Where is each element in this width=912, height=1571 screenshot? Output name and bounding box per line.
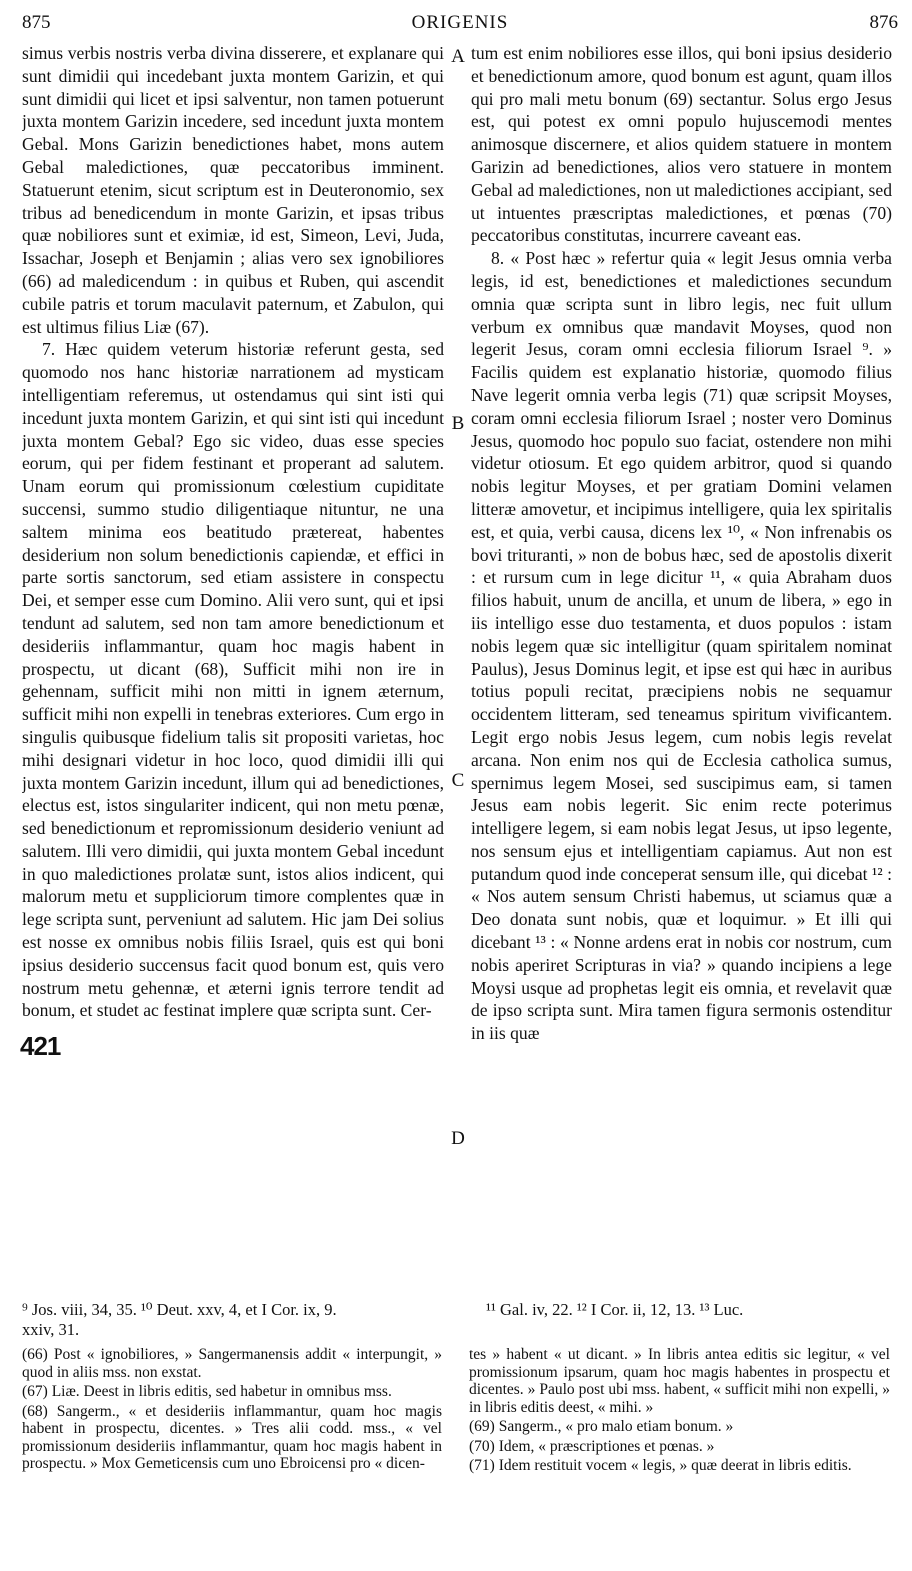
left-column [22,42,444,1313]
scripture-ref-left: ⁹ Jos. viii, 34, 35. ¹⁰ Deut. xxv, 4, et I Cor. ix, 9. [22,1300,337,1319]
note: (69) Sangerm., « pro malo etiam bonum. » [469,1418,734,1435]
paragraph: 8. « Post hæc » refertur quia « legit Jesus omnia verba legis, id est, benedictiones et maledictiones secundum omnia quæ scripta sunt in libro legis, nec fuit ullum verbum ex omnibus quæ mandavit Moyses, quod non legerit Jesus, coram omni ecclesia filiorum Israel ⁹. » Facilis quidem est explanatio historiæ, quomodo filius Nave legerit omnia verba legis (71) quæ scripsit Moyses, coram omni ecclesia filiorum Israel ; noster vero Dominus Jesus, quomodo hoc populo suo faciat, ostendere non mihi videtur otiosum. Et ego quidem arbitror, quod si quando nobis legitur Moyses, et per gratiam Domini velamen litteræ amovetur, et incipimus intelligere, quia lex spiritalis est, et quia, verbi causa, dicens lex ¹⁰, « Non infrenabis os bovi trituranti, » non de bobus hæc, sed de apostolis dixerit : et rursum cum in lege dicitur ¹¹, « quia Abraham duos filios habuit, unum de ancilla, et unum de libera, » ego in iis intelligo esse duo testamenta, et duos populos : istam nobis legem quæ sic intelligitur (quam spiritalem nominat Paulus), Jesus Dominus legit, et ipse est qui hæc in auribus totius populi recitat, præcipiens nobis ne sequamur occidentem litteram, sed teneamus spiritum vivificantem. Legit ergo nobis Jesus legem, cum nobis legis revelat arcana. Non enim nos qui de Ecclesia catholica sumus, spernimus legem Mosei, sed suscipimus eam, si tamen Jesus eam nobis legerit. Sic enim recte poterimus intelligere legem, si eam nobis legat Jesus, ut ipso legente, nos sensum ejus et intelligentiam capiamus. Aut non est putandum quod inde conceperat sensum ille, qui dicebat ¹² : « Nos autem sensum Christi habemus, ut sciamus quæ a Deo donata sunt nobis, quæ et loquimur. » Et illi qui dicebant ¹³ : « Nonne ardens erat in nobis cor nostrum, cum nobis aperiret Scripturas in via? » quando incipiens a lege Moysi usque ad prophetas legit eis omnia, et revelavit quæ de ipso scripta sunt. Mira tamen figura sermonis ostenditur in iis quæ [471,248,892,1044]
margin-letter-d: D [451,1128,465,1149]
page-header [22,12,898,42]
right-page-number: 876 [869,12,898,33]
note: (66) Post « ignobiliores, » Sangermanensis addit « interpungit, » quod in aliis mss. non exstat. [22,1346,442,1381]
note: (71) Idem restituit vocem « legis, » quæ deerat in libris editis. [469,1457,852,1474]
notes-right [469,1346,890,1477]
paragraph: 7. Hæc quidem veterum historiæ referunt gesta, sed quomodo nos hanc historiæ narrationem ad mysticam intelligentiam referemus, ut ostendamus qui sint isti qui incedunt juxta montem Garizin, et qui sint isti qui incedunt juxta montem Gebal? Ego sic video, duas esse species eorum, qui per fidem festinant et properant ad salutem. Unam eorum qui promissionum cœlestium cupiditate succensi, summo studio diligentiaque nituntur, ne una saltem minima eos beatitudo prætereat, habentes desiderium non solum benedictionis capiendæ, et effici in parte sortis sanctorum, sed etiam assistere in conspectu Dei, et semper esse cum Domino. Alii vero sunt, qui et ipsi tendunt ad salutem, sed non tam amore benedictionum et desideriis inflammantur, quam hoc magis habent in prospectu, ut dicant (68), Sufficit mihi non ire in gehennam, sufficit mihi non mitti in ignem æternum, sufficit mihi non expelli in tenebras exteriores. Cum ergo in singulis quibusque fidelium talis sit propositi varietas, hoc mihi designari videtur in hoc loco, quod dimidii illi qui juxta montem Garizin incedunt, illum qui ad benedictiones, electus est, istos singulariter indicent, qui non metu pœnæ, sed benedictionum et repromissionum desiderio veniunt ad salutem. Illi vero dimidii, qui juxta montem Gebal incedunt in quo maledictiones prolatæ sunt, istos alios indicent, qui malorum metu et suppliciorum timore complentes quæ in lege scripta sunt, perveniunt ad salutem. Hic jam Dei solius est nosse ex omnibus nobis filiis Israel, quis est qui boni ipsius desiderio succensus facit quod bonum est, quis vero nostrum metu gehennæ, et æterni ignis terrore tendit ad bonum, et studet ac festinat implere quæ scripta sunt. Cer- [22,339,444,1021]
left-page-number: 875 [22,12,51,33]
notes-left [22,1346,442,1475]
scripture-ref-left-cont: xxiv, 31. [22,1320,80,1339]
margin-letter-c: C [451,770,465,791]
margin-letter-b: B [451,413,465,434]
paragraph: simus verbis nostris verba divina disserere, et explanare qui sunt dimidii qui incedebant juxta montem Garizin, et qui sunt dimidii qui licet et ipsi salventur, non tamen potuerunt juxta montem Garizin incedere, sed incedunt juxta montem Gebal. Mons Garizin benedictiones habet, mons autem Gebal maledictiones, quæ peccatoribus imminent. Statuerunt etenim, sicut scriptum est in Deuteronomio, sex tribus ad benedicendum in monte Garizin, et ipsas tribus quæ nobiliores sunt et eximiæ, id est, Simeon, Levi, Juda, Issachar, Joseph et Benjamin ; alias vero sex ignobiliores (66) ad maledicendum : in quibus et Ruben, qui ascendit cubile patris et torum maculavit paternum, et Zabulon, qui est ultimus filius Liæ (67). [22,43,444,337]
column-number: 421 [20,1031,61,1061]
note: (67) Liæ. Deest in libris editis, sed habetur in omnibus mss. [22,1383,392,1400]
note: (70) Idem, « præscriptiones et pœnas. » [469,1437,715,1455]
note: tes » habent « ut dicant. » In libris antea editis sic legitur, « vel promissionum ipsarum, quam hoc magis habentes in prospectu et dicentes. » Paulo post ubi mss. habent, « sufficit mihi non expelli, » in libris editis deest, « mihi. » [469,1346,890,1416]
running-title: ORIGENIS [411,12,509,33]
scripture-ref-right: ¹¹ Gal. iv, 22. ¹² I Cor. ii, 12, 13. ¹³ Luc. [486,1300,744,1319]
margin-letter-a: A [451,46,465,67]
right-column [471,42,892,1313]
paragraph: tum est enim nobiliores esse illos, qui boni ipsius desiderio et benedictionum amore, quod bonum est agunt, quam illos qui pro mali metu bonum (69) sectantur. Solus ergo Jesus est, qui potest ex omni populo hujuscemodi mentes animosque discernere, et alios quidem statuere in montem Garizin ad benedictiones, alios vero statuere in montem Gebal ad maledictiones, non ut maledictiones accipiant, sed ut intuentes præscriptas maledictiones, et pœnas (70) peccatoribus constitutas, incurrere caveant eas. [471,43,892,246]
note: (68) Sangerm., « et desideriis inflammantur, quam hoc magis habent in prospectu, dicentes. » Tres alii codd. mss., « vel promissionum desideriis inflammantur, quam hoc magis habent in prospectu. » Mox Gemeticensis cum uno Ebroicensi pro « dicen- [22,1402,442,1472]
